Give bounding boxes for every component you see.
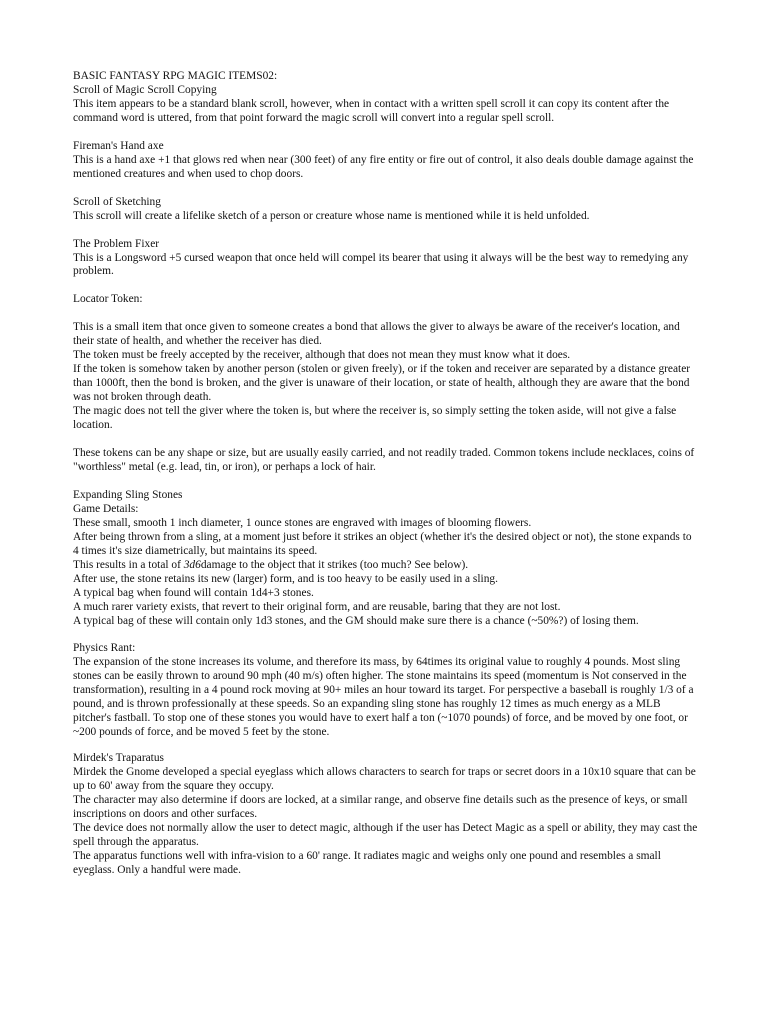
document-title: BASIC FANTASY RPG MAGIC ITEMS02: — [73, 70, 278, 82]
spacer — [73, 224, 698, 238]
paragraph-sling-stones-3 — [73, 559, 698, 573]
spacer — [73, 307, 698, 321]
paragraph-locator-token-5: These tokens can be any shape or size, but are usually easily carried, and not readily traded. Common tokens include necklaces, coins of "worthless" metal (e.g. lead, tin, or iron), or perhaps a lock of hair. — [73, 447, 695, 473]
paragraph-locator-token-3: If the token is somehow taken by another person (stolen or given freely), or if the token and receiver are separated by a distance greater than 1000ft, then the bond is broken, and the giver is unaware of their location, or state of health, although they are aware that the bond was not broken through death. — [73, 363, 691, 404]
section-heading-problem-fixer: The Problem Fixer — [73, 237, 160, 250]
paragraph-scroll-copying: This item appears to be a standard blank scroll, however, when in contact with a written spell scroll it can copy its content after the command word is uttered, from that point forward the magic scroll will convert into a regular spell scroll. — [73, 97, 670, 124]
spacer — [73, 475, 698, 489]
spacer — [73, 126, 698, 140]
paragraph-sling-stones-1: These small, smooth 1 inch diameter, 1 ounce stones are engraved with images of blooming flowers. — [73, 516, 532, 529]
spacer — [73, 182, 698, 196]
spacer — [73, 740, 698, 752]
document-page — [73, 70, 698, 878]
paragraph-traparatus-3: The device does not normally allow the user to detect magic, although if the user has Detect Magic as a spell or ability, they may cast the spell through the apparatus. — [73, 821, 698, 848]
paragraph-locator-token-2: The token must be freely accepted by the receiver, although that does not mean they must know what it does. — [73, 349, 571, 362]
section-heading-scroll-sketching: Scroll of Sketching — [73, 195, 161, 208]
section-heading-physics-rant: Physics Rant: — [73, 642, 136, 655]
text-run: damage to the object that it strikes (too much? See below). — [200, 558, 469, 571]
paragraph-locator-token-4: The magic does not tell the giver where the token is, but where the receiver is, so simply setting the token aside, will not give a false location. — [73, 405, 677, 432]
paragraph-locator-token-1: This is a small item that once given to someone creates a bond that allows the giver to always be aware of the receiver's location, and their state of health, and whether the receiver has died. — [73, 321, 680, 348]
paragraph-sling-stones-4: After use, the stone retains its new (larger) form, and is too heavy to be easily used in a sling. — [73, 572, 498, 585]
paragraph-traparatus-4: The apparatus functions well with infra-vision to a 60' range. It radiates magic and weighs only one pound and resembles a small eyeglass. Only a handful were made. — [73, 849, 661, 876]
spacer — [73, 628, 698, 642]
section-heading-sling-stones: Expanding Sling Stones — [73, 488, 183, 501]
paragraph-sling-stones-5: A typical bag when found will contain 1d4+3 stones. — [73, 586, 314, 599]
section-heading-traparatus: Mirdek's Traparatus — [73, 752, 164, 765]
paragraph-traparatus-1: Mirdek the Gnome developed a special eyeglass which allows characters to search for traps or secret doors in a 10x10 square that can be up to 60' away from the square they occupy. — [73, 766, 696, 793]
section-heading-fireman-axe: Fireman's Hand axe — [73, 139, 164, 152]
dice-notation: 3d6 — [183, 558, 201, 571]
paragraph-fireman-axe: This is a hand axe +1 that glows red when near (300 feet) of any fire entity or fire out of control, it also deals double damage against the mentioned creatures and when used to chop doors. — [73, 153, 694, 180]
text-run: This results in a total of — [73, 558, 184, 571]
spacer — [73, 279, 698, 293]
paragraph-sling-stones-6: A much rarer variety exists, that revert to their original form, and are reusable, baring that they are not lost. — [73, 600, 561, 613]
paragraph-traparatus-2: The character may also determine if doors are locked, at a similar range, and observe fine details such as the presence of keys, or small inscriptions on doors and other surfaces. — [73, 793, 688, 820]
section-heading-scroll-copying: Scroll of Magic Scroll Copying — [73, 83, 217, 96]
subheading-game-details: Game Details: — [73, 502, 139, 515]
spacer — [73, 433, 698, 447]
paragraph-sling-stones-7: A typical bag of these will contain only 1d3 stones, and the GM should make sure there is a chance (~50%?) of losing them. — [73, 614, 639, 627]
paragraph-scroll-sketching: This scroll will create a lifelike sketch of a person or creature whose name is mentioned while it is held unfolded. — [73, 209, 590, 222]
paragraph-sling-stones-2: After being thrown from a sling, at a moment just before it strikes an object (whether it's the desired object or not), the stone expands to 4 times it's size diametrically, but maintains its speed. — [73, 530, 692, 557]
section-heading-locator-token: Locator Token: — [73, 293, 143, 306]
paragraph-physics-rant: The expansion of the stone increases its volume, and therefore its mass, by 64times its original value to roughly 4 pounds. Most sling stones can be easily thrown to around 90 mph (40 m/s) often higher. The stone maintains its speed (momentum is Not conserved in the transformation), resulting in a 4 pound rock moving at 90+ miles an hour toward its target. For perspective a baseball is roughly 1/3 of a pound, and is thrown professionally at these speeds. So an expanding sling stone has roughly 12 times as much energy as a MLB pitcher's fastball. To stop one of these stones you would have to exert half a ton (~1070 pounds) of force, and be moved by one foot, or ~200 pounds of force, and be moved 5 feet by the stone. — [73, 656, 694, 739]
paragraph-problem-fixer: This is a Longsword +5 cursed weapon that once held will compel its bearer that using it always will be the best way to remedying any problem. — [73, 251, 689, 278]
